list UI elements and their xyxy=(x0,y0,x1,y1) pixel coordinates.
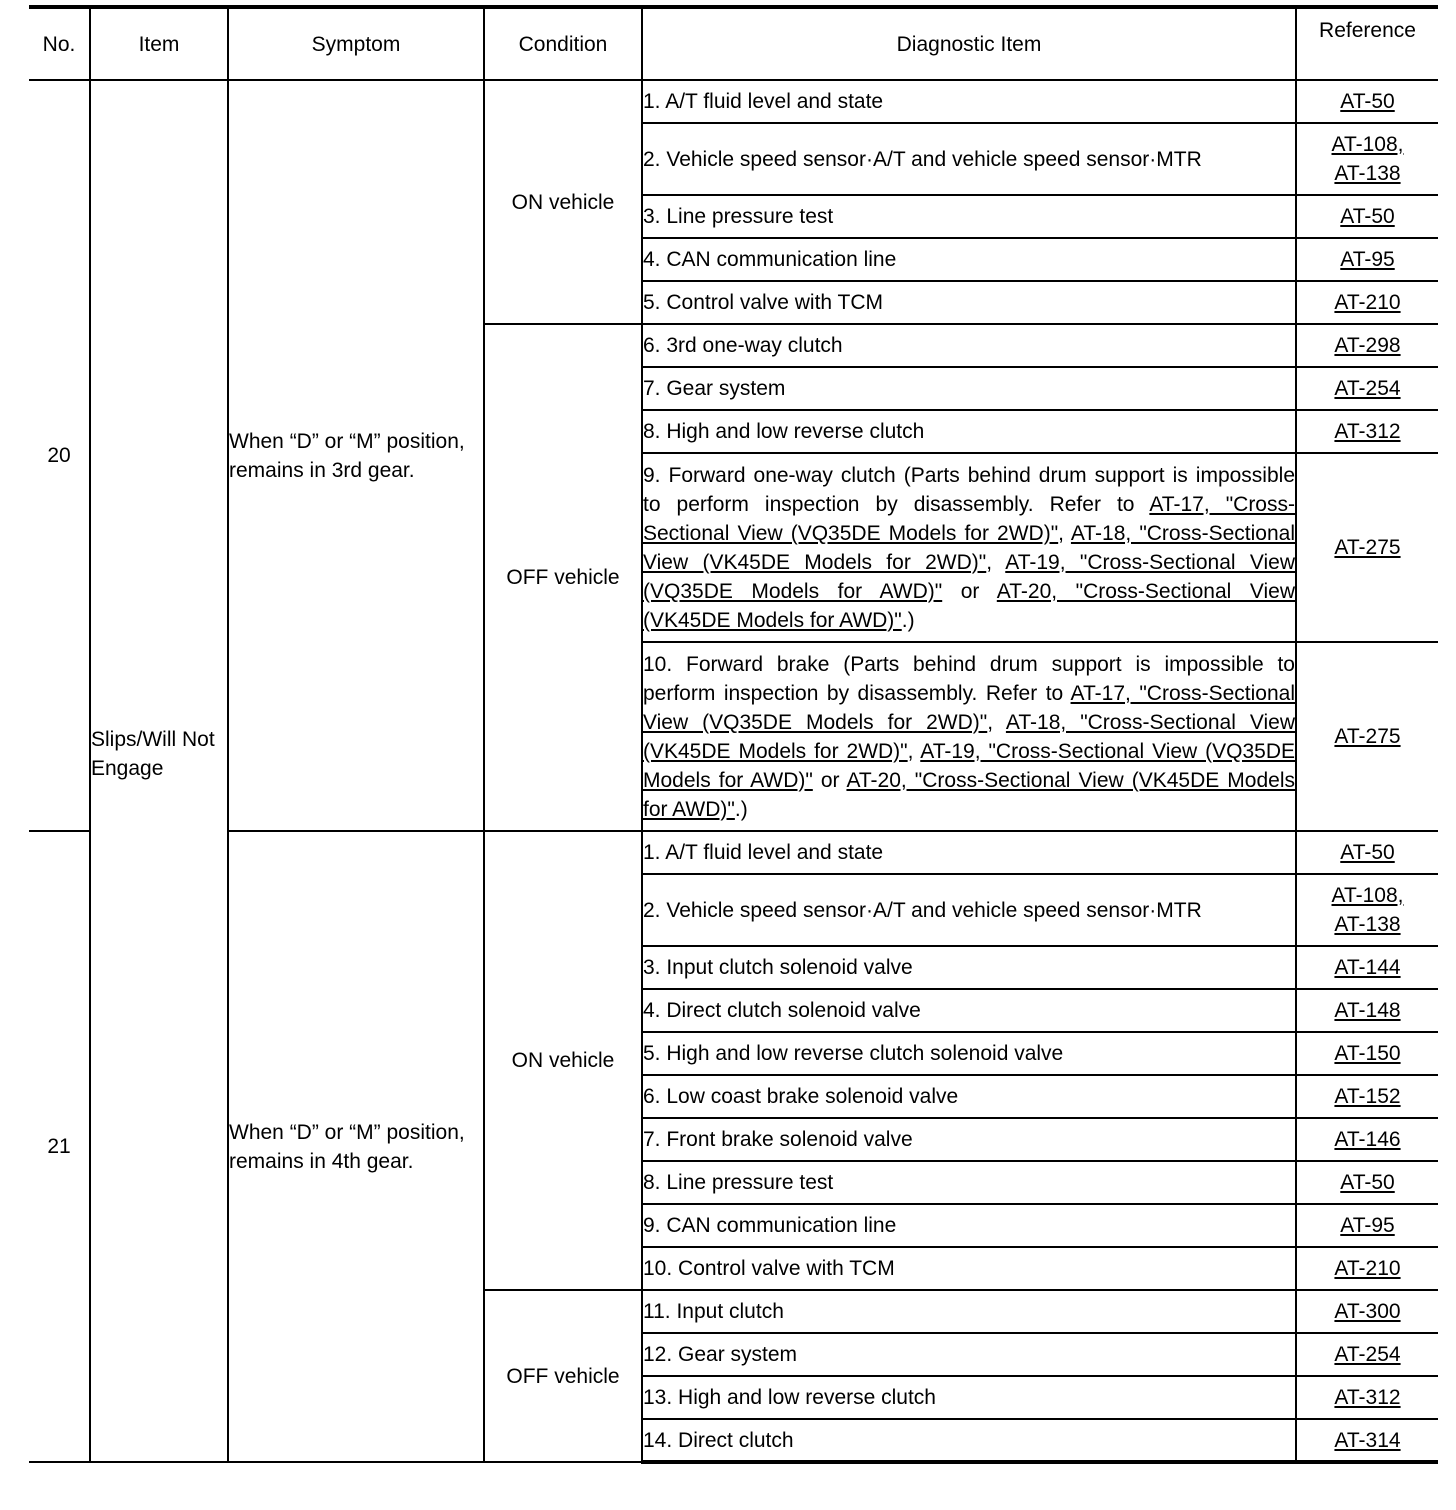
reference-cell xyxy=(1296,989,1438,1032)
reference-link[interactable]: AT-150 xyxy=(1334,1042,1401,1065)
symptom-text: When “D” or “M” position, remains in 3rd gear. xyxy=(228,80,484,831)
cross-section-link[interactable]: AT-18, "Cross-Sectional View (VK45DE Models for 2WD)" xyxy=(643,521,1295,574)
diagnostic-item: 13. High and low reverse clutch xyxy=(642,1376,1296,1419)
reference-link[interactable]: AT-50 xyxy=(1340,1171,1395,1194)
reference-cell xyxy=(1296,642,1438,831)
diagnostic-item: 9. CAN communication line xyxy=(642,1204,1296,1247)
reference-cell xyxy=(1296,80,1438,123)
reference-cell xyxy=(1296,1247,1438,1290)
header-reference: Reference xyxy=(1296,7,1438,80)
diagnostic-item: 11. Input clutch xyxy=(642,1290,1296,1333)
cross-section-link[interactable]: AT-17, "Cross-Sectional View (VQ35DE Models for 2WD)" xyxy=(643,681,1296,734)
reference-link[interactable]: AT-275 xyxy=(1334,536,1401,559)
diagnostic-item: 1. A/T fluid level and state xyxy=(642,831,1296,874)
item-label: Slips/Will Not Engage xyxy=(90,80,228,1462)
diagnostic-item: 10. Control valve with TCM xyxy=(642,1247,1296,1290)
reference-link[interactable]: AT-138 xyxy=(1334,913,1401,936)
symptom-text: When “D” or “M” position, remains in 4th gear. xyxy=(228,831,484,1462)
diagnostic-item: 10. Forward brake (Parts behind drum support is impossible to perform inspection by disassembly. Refer to AT-17, "Cross-Sectional View (VQ35DE Models for 2WD)", AT-18, "Cross-Sectional View (VK45DE Models for 2WD)", AT-19, "Cross-Sectional View (VQ35DE Models for AWD)" or AT-20, "Cross-Sectional View (VK45DE Models for AWD)".) xyxy=(642,642,1296,831)
reference-cell xyxy=(1296,1333,1438,1376)
diagnostic-item: 2. Vehicle speed sensor·A/T and vehicle speed sensor·MTR xyxy=(642,874,1296,946)
diagnostic-item: 6. 3rd one-way clutch xyxy=(642,324,1296,367)
table-row xyxy=(29,80,1438,123)
diagnostic-item: 1. A/T fluid level and state xyxy=(642,80,1296,123)
reference-cell xyxy=(1296,1376,1438,1419)
reference-cell xyxy=(1296,367,1438,410)
diagnostic-item: 4. CAN communication line xyxy=(642,238,1296,281)
diagnostic-item: 12. Gear system xyxy=(642,1333,1296,1376)
cross-section-link[interactable]: AT-18, "Cross-Sectional View (VK45DE Models for 2WD)" xyxy=(643,710,1295,763)
diagnostic-item: 8. High and low reverse clutch xyxy=(642,410,1296,453)
reference-cell xyxy=(1296,1204,1438,1247)
header-condition: Condition xyxy=(484,7,642,80)
reference-link[interactable]: AT-210 xyxy=(1334,291,1401,314)
condition-on-vehicle: ON vehicle xyxy=(484,831,642,1290)
header-diagnostic-item: Diagnostic Item xyxy=(642,7,1296,80)
reference-cell xyxy=(1296,1161,1438,1204)
reference-cell xyxy=(1296,238,1438,281)
diagnostic-item: 9. Forward one-way clutch (Parts behind drum support is impossible to perform inspection by disassembly. Refer to AT-17, "Cross-Sectional View (VQ35DE Models for 2WD)", AT-18, "Cross-Sectional View (VK45DE Models for 2WD)", AT-19, "Cross-Sectional View (VQ35DE Models for AWD)" or AT-20, "Cross-Sectional View (VK45DE Models for AWD)".) xyxy=(642,453,1296,642)
diagnostic-table xyxy=(29,5,1438,1464)
reference-cell xyxy=(1296,410,1438,453)
reference-cell xyxy=(1296,453,1438,642)
condition-off-vehicle: OFF vehicle xyxy=(484,1290,642,1462)
cross-section-link[interactable]: AT-20, "Cross-Sectional View (VK45DE Models for AWD)" xyxy=(643,768,1295,821)
header-no: No. xyxy=(29,7,90,80)
reference-cell xyxy=(1296,1290,1438,1333)
cross-section-link[interactable]: AT-17, "Cross-Sectional View (VQ35DE Models for 2WD)" xyxy=(643,492,1295,545)
reference-link[interactable]: AT-146 xyxy=(1334,1128,1401,1151)
reference-link[interactable]: AT-95 xyxy=(1340,248,1395,271)
diagnostic-item: 4. Direct clutch solenoid valve xyxy=(642,989,1296,1032)
header-symptom: Symptom xyxy=(228,7,484,80)
condition-on-vehicle: ON vehicle xyxy=(484,80,642,324)
reference-cell xyxy=(1296,195,1438,238)
reference-link[interactable]: AT-148 xyxy=(1334,999,1401,1022)
reference-link[interactable]: AT-108, xyxy=(1331,133,1404,156)
table-row xyxy=(29,831,1438,874)
header-item: Item xyxy=(90,7,228,80)
reference-link[interactable]: AT-152 xyxy=(1334,1085,1401,1108)
diagnostic-item: 3. Line pressure test xyxy=(642,195,1296,238)
diagnostic-item: 8. Line pressure test xyxy=(642,1161,1296,1204)
diagnostic-item: 3. Input clutch solenoid valve xyxy=(642,946,1296,989)
reference-cell xyxy=(1296,1419,1438,1462)
diagnostic-item: 14. Direct clutch xyxy=(642,1419,1296,1462)
cross-section-link[interactable]: AT-19, "Cross-Sectional View (VQ35DE Models for AWD)" xyxy=(643,550,1295,603)
diagnostic-item: 7. Front brake solenoid valve xyxy=(642,1118,1296,1161)
reference-link[interactable]: AT-275 xyxy=(1334,725,1401,748)
row-number: 20 xyxy=(29,80,90,831)
reference-cell xyxy=(1296,874,1438,946)
reference-link[interactable]: AT-312 xyxy=(1334,1386,1401,1409)
reference-link[interactable]: AT-95 xyxy=(1340,1214,1395,1237)
cross-section-link[interactable]: AT-19, "Cross-Sectional View (VQ35DE Models for AWD)" xyxy=(643,739,1296,792)
reference-link[interactable]: AT-312 xyxy=(1334,420,1401,443)
reference-link[interactable]: AT-254 xyxy=(1334,377,1401,400)
row-number: 21 xyxy=(29,831,90,1462)
reference-link[interactable]: AT-138 xyxy=(1334,162,1401,185)
reference-link[interactable]: AT-50 xyxy=(1340,90,1395,113)
diagnostic-item: 6. Low coast brake solenoid valve xyxy=(642,1075,1296,1118)
reference-cell xyxy=(1296,831,1438,874)
cross-section-link[interactable]: AT-20, "Cross-Sectional View (VK45DE Models for AWD)" xyxy=(643,579,1295,632)
reference-link[interactable]: AT-50 xyxy=(1340,841,1395,864)
reference-link[interactable]: AT-298 xyxy=(1334,334,1401,357)
header-row xyxy=(29,7,1438,80)
reference-cell xyxy=(1296,1075,1438,1118)
reference-link[interactable]: AT-108, xyxy=(1331,884,1404,907)
reference-link[interactable]: AT-314 xyxy=(1334,1428,1401,1452)
reference-link[interactable]: AT-210 xyxy=(1334,1257,1401,1280)
reference-link[interactable]: AT-254 xyxy=(1334,1343,1401,1366)
reference-cell xyxy=(1296,946,1438,989)
reference-cell xyxy=(1296,123,1438,195)
diagnostic-item: 7. Gear system xyxy=(642,367,1296,410)
reference-cell xyxy=(1296,324,1438,367)
reference-link[interactable]: AT-50 xyxy=(1340,205,1395,228)
reference-link[interactable]: AT-300 xyxy=(1334,1300,1401,1323)
condition-off-vehicle: OFF vehicle xyxy=(484,324,642,831)
diagnostic-item: 2. Vehicle speed sensor·A/T and vehicle speed sensor·MTR xyxy=(642,123,1296,195)
reference-cell xyxy=(1296,281,1438,324)
diagnostic-item: 5. Control valve with TCM xyxy=(642,281,1296,324)
reference-cell xyxy=(1296,1032,1438,1075)
reference-cell xyxy=(1296,1118,1438,1161)
reference-link[interactable]: AT-144 xyxy=(1334,956,1401,979)
diagnostic-item: 5. High and low reverse clutch solenoid valve xyxy=(642,1032,1296,1075)
